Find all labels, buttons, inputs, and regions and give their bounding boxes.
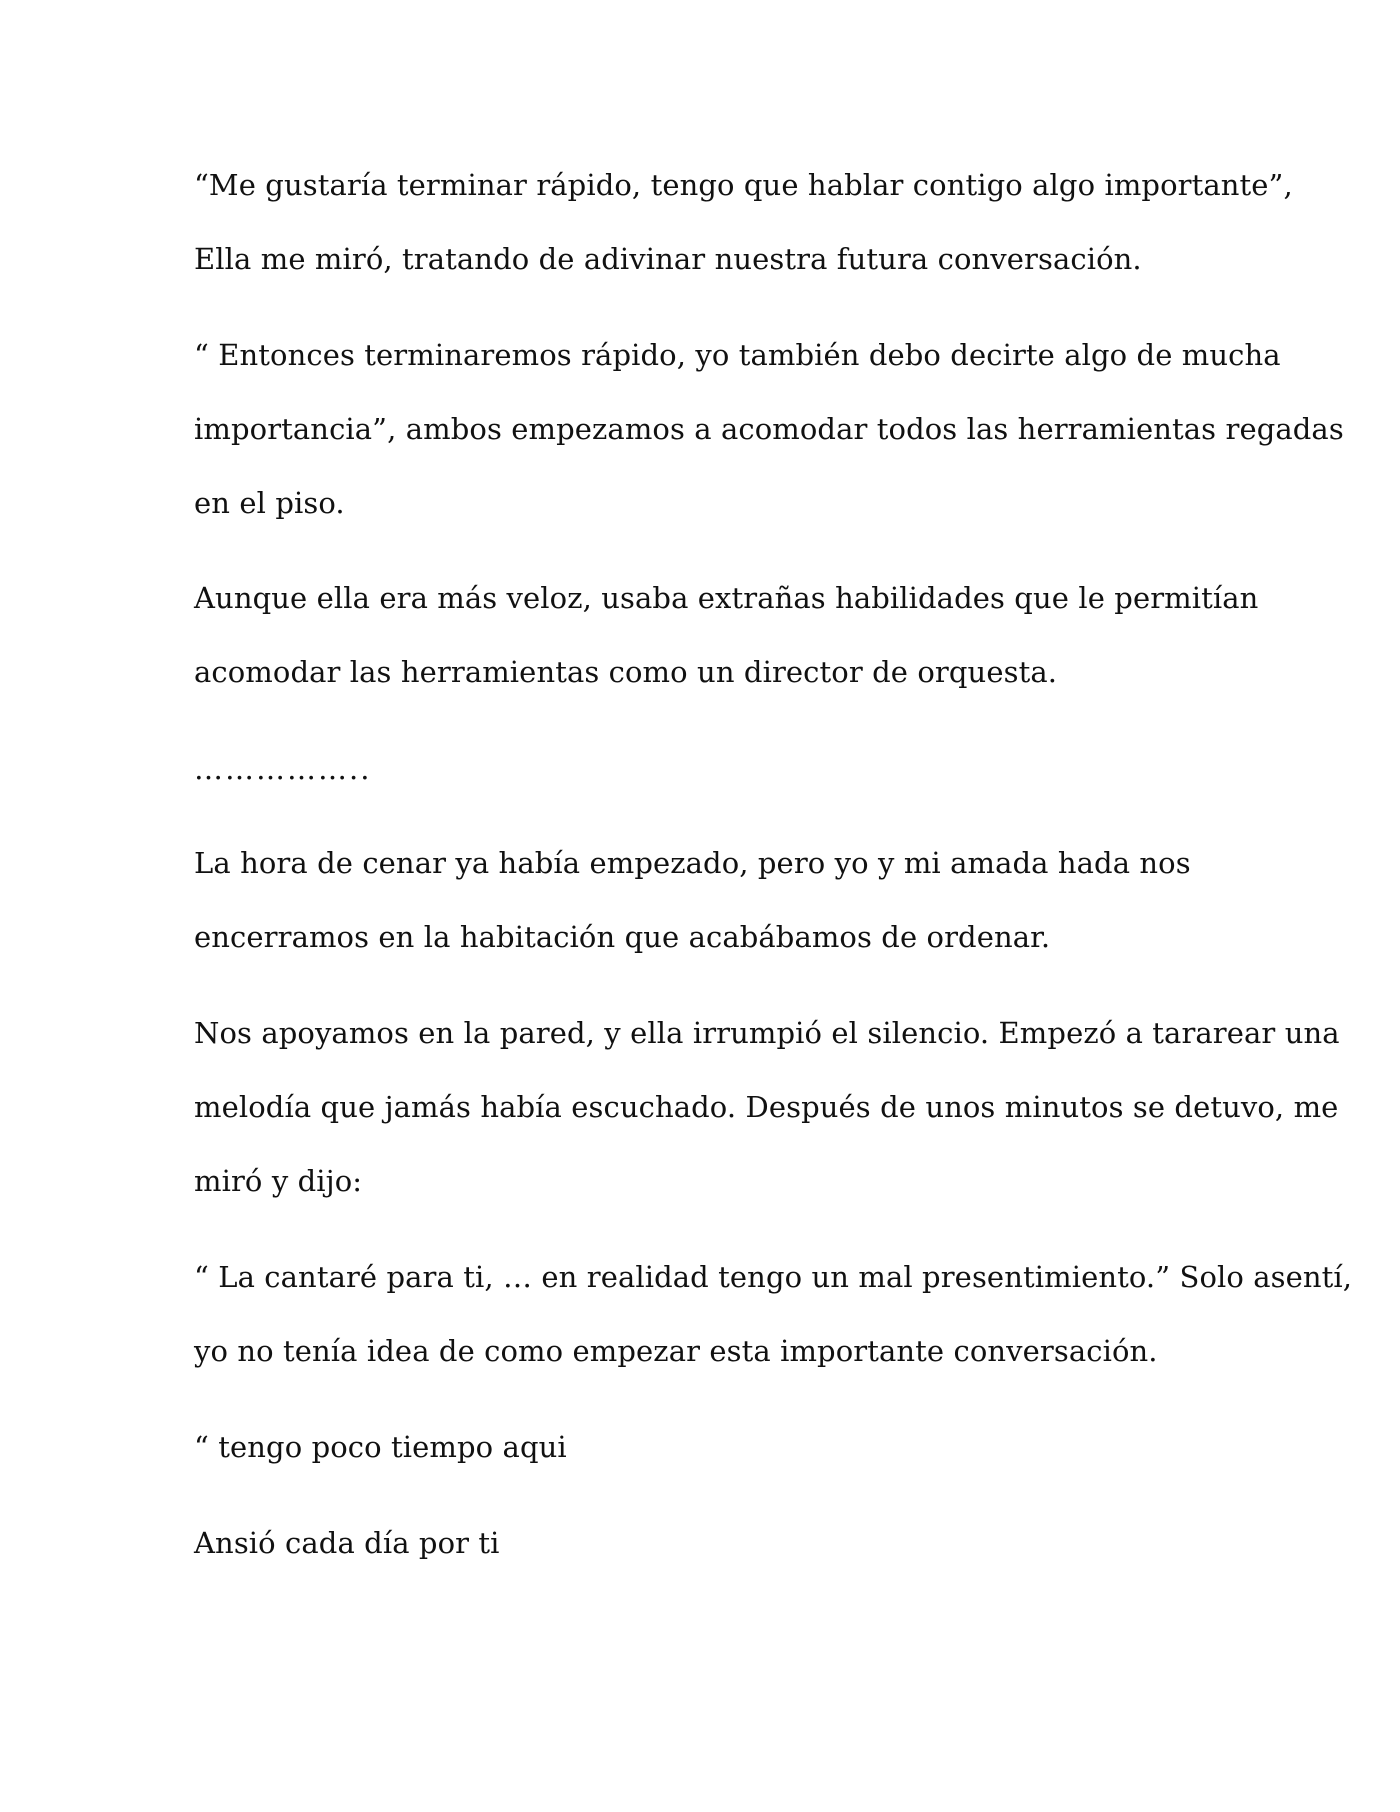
text-line: yo no tenía idea de como empezar esta importante conversación. (194, 1334, 1158, 1368)
text-line: encerramos en la habitación que acabábamos de ordenar. (194, 920, 1051, 954)
text-line: “ tengo poco tiempo aqui (194, 1430, 567, 1464)
text-line: La hora de cenar ya había empezado, pero yo y mi amada hada nos (194, 846, 1191, 880)
text-line: Nos apoyamos en la pared, y ella irrumpió el silencio. Empezó a tararear una (194, 1016, 1340, 1050)
section-separator: …………….. (194, 752, 372, 786)
text-line: Ansió cada día por ti (194, 1526, 500, 1560)
text-line: miró y dijo: (194, 1164, 363, 1198)
text-line: melodía que jamás había escuchado. Después de unos minutos se detuvo, me (194, 1090, 1339, 1124)
text-line: Aunque ella era más veloz, usaba extrañas habilidades que le permitían (194, 581, 1259, 615)
text-line: “ La cantaré para ti, … en realidad tengo un mal presentimiento.” Solo asentí, (194, 1260, 1353, 1294)
text-line: “Me gustaría terminar rápido, tengo que hablar contigo algo importante”, (194, 168, 1293, 202)
text-line: “ Entonces terminaremos rápido, yo también debo decirte algo de mucha (194, 338, 1281, 372)
text-line: en el piso. (194, 486, 345, 520)
text-line: acomodar las herramientas como un director de orquesta. (194, 655, 1058, 689)
text-line: Ella me miró, tratando de adivinar nuestra futura conversación. (194, 242, 1142, 276)
text-line: importancia”, ambos empezamos a acomodar todos las herramientas regadas (194, 412, 1344, 446)
